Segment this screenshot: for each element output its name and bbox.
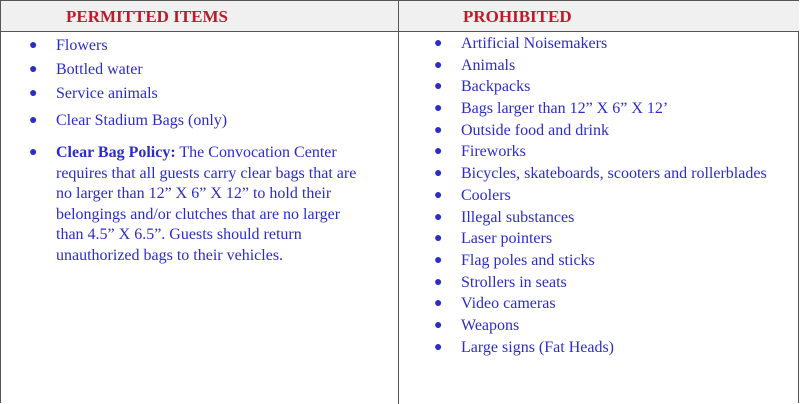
- bullet-icon: ●: [434, 166, 443, 182]
- prohibited-header: [398, 1, 799, 32]
- policy-line: no larger than 12” X 6” X 12” to hold their: [56, 185, 332, 202]
- prohibited-item-text: Illegal substances: [461, 208, 575, 226]
- policy-label: Clear Bag Policy:: [56, 144, 176, 161]
- bullet-icon: ●: [29, 86, 38, 101]
- prohibited-item-text: Video cameras: [461, 295, 556, 313]
- prohibited-item-text: Backpacks: [461, 78, 531, 96]
- policy-line: belongings and/or clutches that are no larger: [56, 205, 341, 223]
- bullet-icon: ●: [434, 101, 443, 117]
- list-item: [434, 337, 800, 359]
- list-item: [29, 59, 394, 83]
- bullet-icon: ●: [29, 113, 38, 128]
- bullet-icon: ●: [434, 79, 443, 95]
- bullet-icon: ●: [434, 209, 443, 225]
- bullet-icon: ●: [434, 274, 443, 290]
- policy-line: [56, 143, 394, 164]
- prohibited-item-text: Coolers: [461, 186, 511, 204]
- bullet-icon: ●: [434, 339, 443, 355]
- list-item: [434, 98, 800, 120]
- list-item: [29, 35, 394, 59]
- prohibited-item-text: Large signs (Fat Heads): [461, 338, 614, 356]
- list-item: [434, 293, 800, 315]
- permitted-item-text: Service animals: [56, 85, 158, 102]
- list-item: [434, 207, 800, 229]
- bullet-icon: ●: [434, 317, 443, 333]
- prohibited-item-text: Flag poles and sticks: [461, 251, 595, 269]
- clear-bag-policy-text: [56, 143, 394, 266]
- column-divider: [398, 1, 399, 404]
- list-item: [29, 83, 394, 110]
- policy-line: unauthorized bags to their vehicles.: [56, 246, 284, 264]
- prohibited-item-text: Bicycles, skateboards, scooters and rollerblades: [461, 165, 767, 183]
- list-item: [434, 76, 800, 98]
- prohibited-item-text: Fireworks: [461, 143, 526, 161]
- list-item: [434, 120, 800, 142]
- prohibited-item-text: Artificial Noisemakers: [461, 35, 608, 52]
- list-item: [434, 163, 800, 185]
- bullet-icon: ●: [434, 296, 443, 312]
- prohibited-title: PROHIBITED: [463, 7, 572, 26]
- permitted-item-text: Flowers: [56, 37, 108, 54]
- list-item: [434, 55, 800, 77]
- bullet-icon: ●: [434, 144, 443, 160]
- permitted-item-text: Clear Stadium Bags (only): [56, 112, 228, 129]
- list-item: [434, 33, 800, 55]
- list-item: [29, 110, 394, 132]
- bullet-icon: ●: [434, 122, 443, 138]
- prohibited-item-text: Bags larger than 12” X 6” X 12’: [461, 100, 669, 118]
- policy-line-text: The Convocation Center: [175, 144, 337, 161]
- bullet-icon: ●: [434, 187, 443, 203]
- permitted-item-text: Bottled water: [56, 61, 143, 78]
- list-item: [434, 185, 800, 207]
- bullet-icon: ●: [434, 36, 443, 51]
- permitted-items-list: [29, 35, 394, 132]
- list-item: [434, 250, 800, 272]
- bullet-icon: ●: [29, 62, 38, 77]
- bullet-icon: ●: [434, 252, 443, 268]
- prohibited-items-list: [434, 33, 800, 358]
- policy-line: than 4.5” X 6.5”. Guests should return: [56, 226, 302, 243]
- bullet-icon: ●: [434, 231, 443, 247]
- prohibited-item-text: Outside food and drink: [461, 121, 609, 139]
- list-item: [434, 141, 800, 163]
- prohibited-item-text: Animals: [461, 56, 516, 74]
- list-item: [434, 272, 800, 294]
- bullet-icon: ●: [29, 145, 38, 160]
- permitted-items-title: PERMITTED ITEMS: [66, 7, 228, 26]
- permitted-items-header: [1, 1, 398, 32]
- policy-line: requires that all guests carry clear bags that are: [56, 164, 357, 182]
- prohibited-item-text: Strollers in seats: [461, 273, 567, 291]
- prohibited-item-text: Laser pointers: [461, 230, 553, 248]
- bullet-icon: ●: [29, 38, 38, 53]
- prohibited-item-text: Weapons: [461, 316, 520, 334]
- list-item: [434, 315, 800, 337]
- list-item: [434, 228, 800, 250]
- bullet-icon: ●: [434, 57, 443, 73]
